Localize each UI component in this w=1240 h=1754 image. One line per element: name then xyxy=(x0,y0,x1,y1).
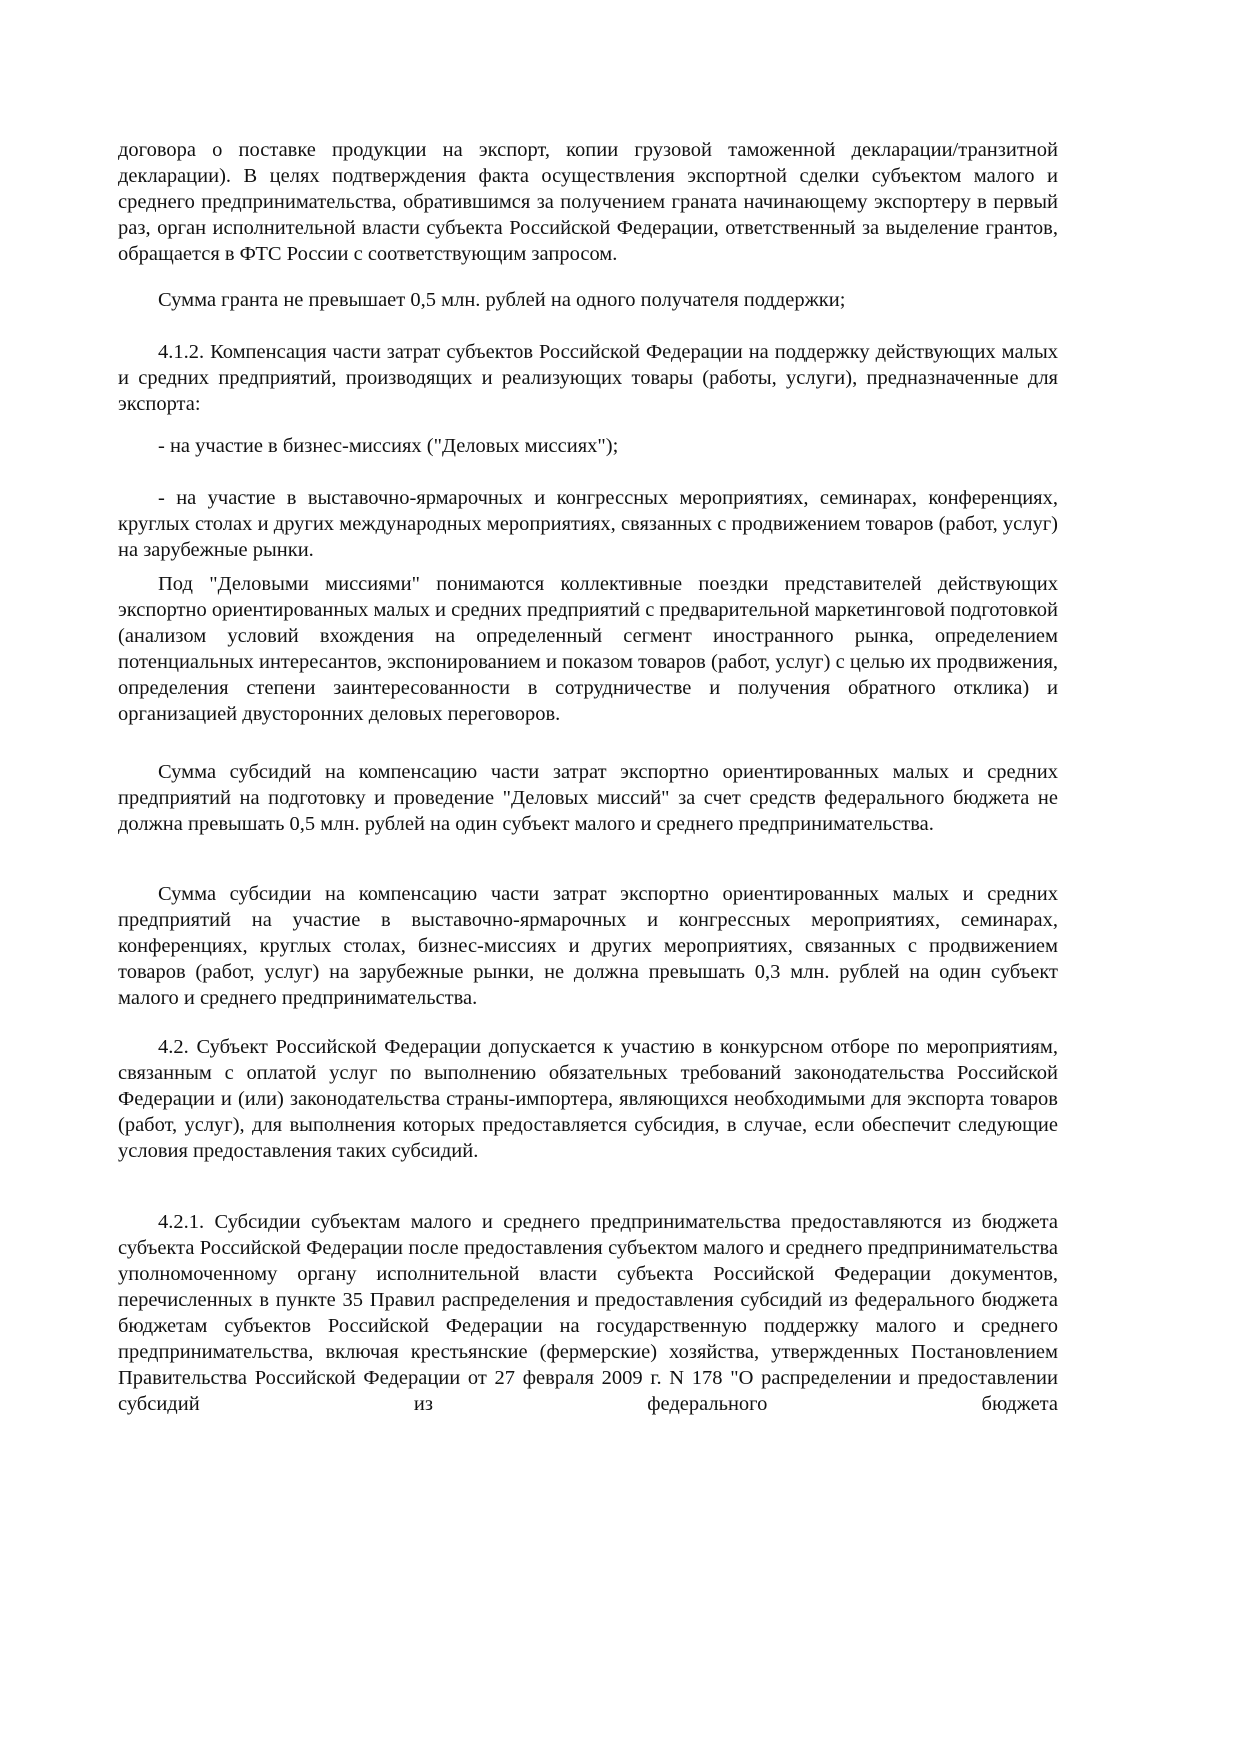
paragraph-grant-amount: Сумма гранта не превышает 0,5 млн. рублей на одного получателя поддержки; xyxy=(158,289,846,311)
paragraph-4-2: 4.2. Субъект Российской Федерации допускается к участию в конкурсном отборе по мероприятиям, связанным с оплатой услуг по выполнению обязательных требований законодательства Российской Федерации и (или) законодательства страны-импортера, являющихся необходимыми для экспорта товаров (работ, услуг), для выполнения которых предоставляется субсидия, в случае, если обеспечит следующие условия предоставления таких субсидий. xyxy=(118,1036,1058,1162)
list-item-business-missions: - на участие в бизнес-миссиях ("Деловых миссиях"); xyxy=(158,435,619,457)
paragraph-subsidy-missions: Сумма субсидий на компенсацию части затрат экспортно ориентированных малых и средних предприятий на подготовку и проведение "Деловых миссий" за счет средств федерального бюджета не должна превышать 0,5 млн. рублей на один субъект малого и среднего предпринимательства. xyxy=(118,761,1058,835)
paragraph-4-1-2: 4.1.2. Компенсация части затрат субъектов Российской Федерации на поддержку действующих малых и средних предприятий, производящих и реализующих товары (работы, услуги), предназначенные для экспорта: xyxy=(118,341,1058,415)
paragraph-continuation: договора о поставке продукции на экспорт, копии грузовой таможенной декларации/транзитной декларации). В целях подтверждения факта осуществления экспортной сделки субъектом малого и среднего предпринимательства, обратившимся за получением граната начинающему экспортеру в первый раз, орган исполнительной власти субъекта Российской Федерации, ответственный за выделение грантов, обращается в ФТС России с соответствующим запросом. xyxy=(118,139,1058,265)
paragraph-subsidy-exhibitions: Сумма субсидии на компенсацию части затрат экспортно ориентированных малых и средних предприятий на участие в выставочно-ярмарочных и конгрессных мероприятиях, семинарах, конференциях, круглых столах, бизнес-миссиях и других мероприятиях, связанных с продвижением товаров (работ, услуг) на зарубежные рынки, не должна превышать 0,3 млн. рублей на один субъект малого и среднего предпринимательства. xyxy=(118,883,1058,1009)
list-item-exhibitions: - на участие в выставочно-ярмарочных и конгрессных мероприятиях, семинарах, конференциях, круглых столах и других международных мероприятиях, связанных с продвижением товаров (работ, услуг) на зарубежные рынки. xyxy=(118,487,1058,561)
paragraph-business-missions-definition: Под "Деловыми миссиями" понимаются коллективные поездки представителей действующих экспортно ориентированных малых и средних предприятий с предварительной маркетинговой подготовкой (анализом условий вхождения на определенный сегмент иностранного рынка, определением потенциальных интересантов, экспонированием и показом товаров (работ, услуг) с целью их продвижения, определения степени заинтересованности в сотрудничестве и получения обратного отклика) и организацией двусторонних деловых переговоров. xyxy=(118,573,1058,725)
paragraph-4-2-1: 4.2.1. Субсидии субъектам малого и среднего предпринимательства предоставляются из бюджета субъекта Российской Федерации после предоставления субъектом малого и среднего предпринимательства уполномоченному органу исполнительной власти субъекта Российской Федерации документов, перечисленных в пункте 35 Правил распределения и предоставления субсидий из федерального бюджета бюджетам субъектов Российской Федерации на государственную поддержку малого и среднего предпринимательства, включая крестьянские (фермерские) хозяйства, утвержденных Постановлением Правительства Российской Федерации от 27 февраля 2009 г. N 178 "О распределении и предоставлении субсидий из федерального бюджета xyxy=(118,1211,1058,1415)
